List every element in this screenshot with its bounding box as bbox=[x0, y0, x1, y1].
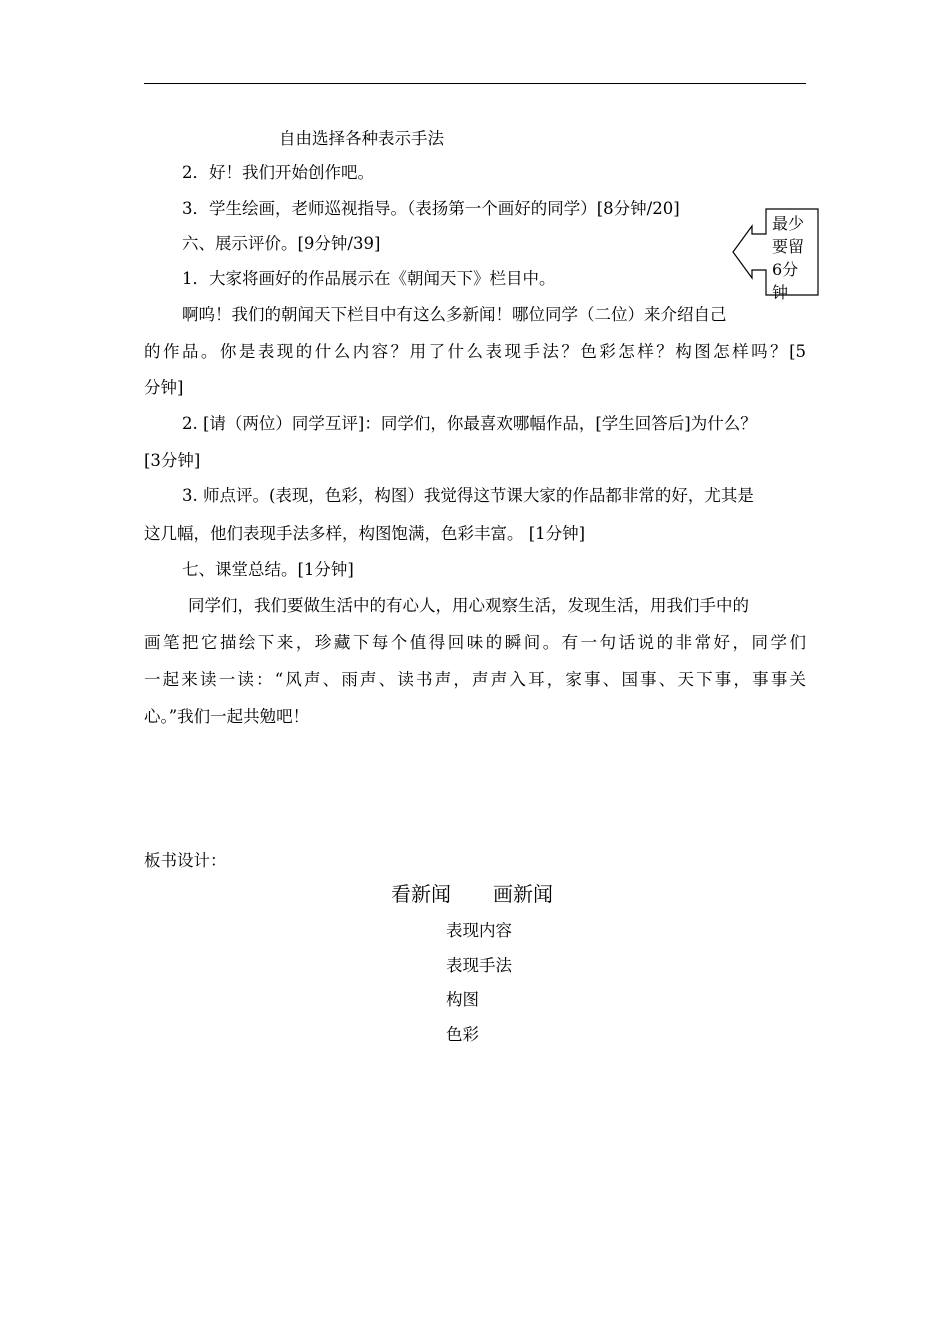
paragraph-line: 分钟] bbox=[144, 378, 184, 397]
board-item: 表现手法 bbox=[446, 956, 512, 975]
board-item: 构图 bbox=[446, 990, 479, 1009]
step-3-comment: 3. 师点评。(表现，色彩，构图）我觉得这节课大家的作品都非常的好，尤其是 bbox=[182, 486, 754, 505]
step-2: 2．好！我们开始创作吧。 bbox=[182, 163, 374, 182]
board-item: 表现内容 bbox=[446, 921, 512, 940]
section-7-heading: 七、课堂总结。[1分钟] bbox=[182, 560, 354, 579]
step-3: 3．学生绘画，老师巡视指导。（表扬第一个画好的同学）[8分钟/20] bbox=[182, 199, 680, 218]
board-design-label: 板书设计： bbox=[144, 851, 227, 870]
callout-note bbox=[732, 208, 822, 300]
section-6-heading: 六、展示评价。[9分钟/39] bbox=[182, 234, 381, 253]
paragraph-line: 啊呜！我们的朝闻天下栏目中有这么多新闻！哪位同学（二位）来介绍自己 bbox=[182, 305, 727, 324]
step-1: 1．大家将画好的作品展示在《朝闻天下》栏目中。 bbox=[182, 269, 556, 288]
paragraph-line: 画笔把它描绘下来，珍藏下每个值得回味的瞬间。有一句话说的非常好，同学们 bbox=[144, 633, 806, 652]
board-title-right: 画新闻 bbox=[493, 882, 553, 906]
callout-text: 最少要留6分钟 bbox=[772, 214, 805, 302]
paragraph-line: 这几幅，他们表现手法多样，构图饱满，色彩丰富。 [1分钟] bbox=[144, 524, 586, 543]
paragraph-line: 心。”我们一起共勉吧！ bbox=[144, 707, 310, 726]
board-title-left: 看新闻 bbox=[391, 882, 451, 906]
header-rule bbox=[144, 83, 806, 84]
step-2-review: 2. [请（两位）同学互评]：同学们，你最喜欢哪幅作品，[学生回答后]为什么？ bbox=[182, 414, 757, 433]
paragraph-line: 同学们，我们要做生活中的有心人，用心观察生活，发现生活，用我们手中的 bbox=[188, 596, 749, 615]
text-line: 自由选择各种表示手法 bbox=[279, 129, 444, 148]
board-item: 色彩 bbox=[446, 1025, 479, 1044]
paragraph-line: 的作品。你是表现的什么内容？用了什么表现手法？色彩怎样？构图怎样吗？[5 bbox=[144, 342, 806, 361]
paragraph-line: 一起来读一读：“风声、雨声、读书声，声声入耳，家事、国事、天下事，事事关 bbox=[144, 670, 806, 689]
paragraph-line: [3分钟] bbox=[144, 451, 201, 470]
